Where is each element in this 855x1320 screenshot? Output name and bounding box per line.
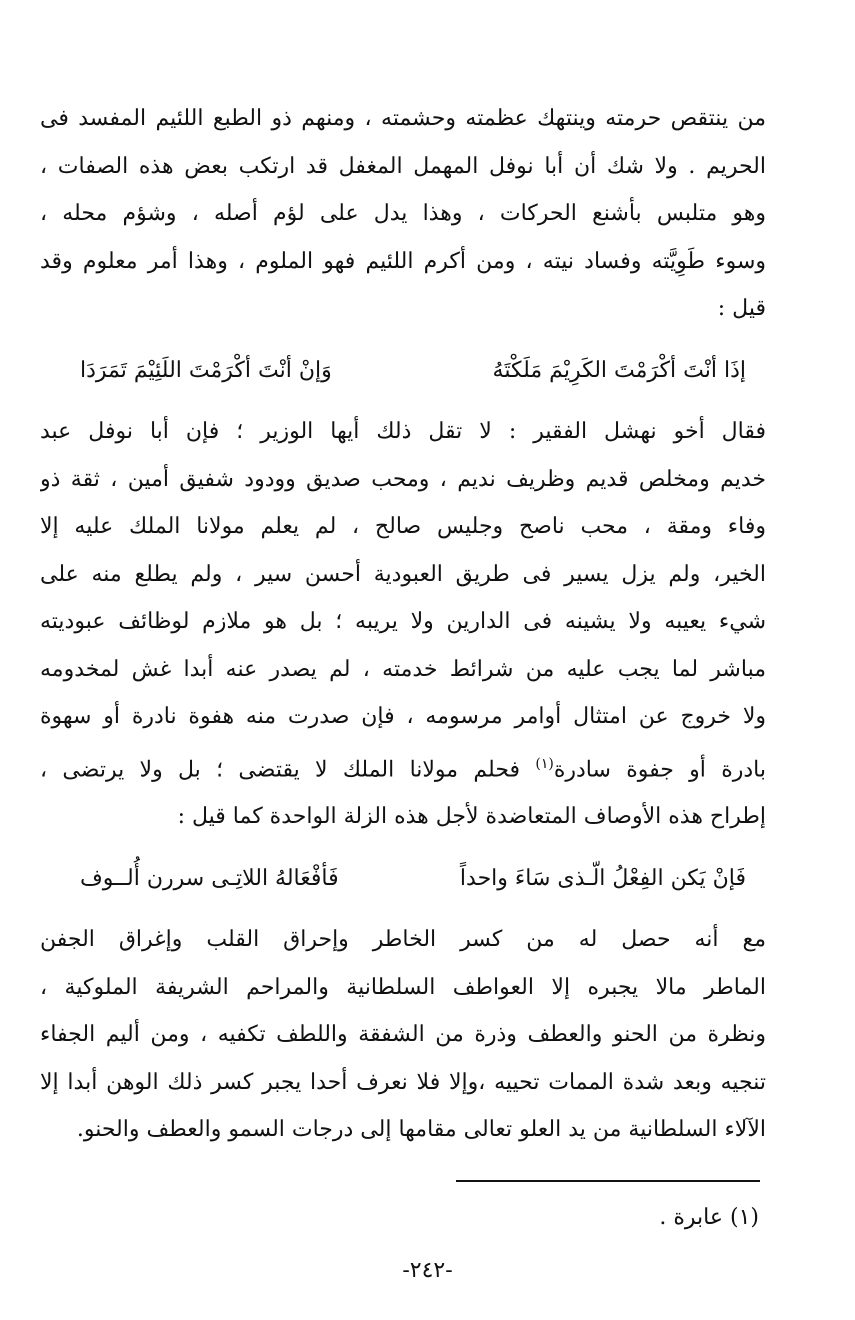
text-line: مباشر لما يجب عليه من شرائط خدمته ، لم يصدر عنه أبدا غش لمخدومه — [40, 656, 766, 682]
footnote: (١) عابرة . — [659, 1205, 759, 1230]
verse-2 — [80, 855, 746, 903]
text-line: وهو متلبس بأشنع الحركات ، وهذا يدل على لؤم أصله ، وشؤم محله ، — [40, 201, 766, 226]
text-line: الخير، ولم يزل يسير فى طريق العبودية أحسن سير ، ولم يطلع منه على — [40, 561, 766, 587]
page-body — [40, 95, 766, 1154]
text-line: شيء يعيبه ولا يشينه فى الدارين ولا يريبه ؛ بل هو ملازم لوظائف عبوديته — [40, 609, 766, 634]
text-line: الآلاء السلطانية من يد العلو تعالى مقامها إلى درجات السمو والعطف والحنو. — [76, 1117, 766, 1143]
text-line: الحريم . ولا شك أن أبا نوفل المهمل المغفل قد ارتكب بعض هذه الصفات ، — [40, 153, 766, 179]
text-line: وسوء طَوِيَّته وفساد نيته ، ومن أكرم اللئيم فهو الملوم ، وهذا أمر معلوم وقد — [40, 248, 766, 274]
footnote-divider — [456, 1180, 760, 1182]
text-line: فقال أخو نهشل الفقير : لا تقل ذلك أيها الوزير ؛ فإن أبا نوفل عبد — [40, 419, 766, 444]
text-line: من ينتقص حرمته وينتهك عظمته وحشمته ، ومنهم ذو الطبع اللئيم المفسد فى — [40, 106, 766, 131]
page-number: -٢٤٢- — [402, 1258, 453, 1283]
text-line-with-footnote — [40, 741, 766, 794]
paragraph-1 — [40, 95, 766, 333]
text-line: الماطر مالا يجبره إلا العواطف السلطانية والمراحم الشريفة الملوكية ، — [40, 974, 766, 1000]
text-line: مع أنه حصل له من كسر الخاطر وإحراق القلب وإغراق الجفن — [40, 927, 766, 953]
text-line: إطراح هذه الأوصاف المتعاضدة لأجل هذه الزلة الواحدة كما قيل : — [177, 804, 766, 830]
verse-2-hemistich-2: فَأفْعَالهُ اللاتِـى سررن أُلــوف — [80, 865, 339, 891]
text-line: خديم ومخلص قديم وظريف نديم ، ومحب صديق وودود شفيق أمين ، ثقة ذو — [40, 466, 766, 492]
text-line: ولا خروج عن امتثال أوامر مرسومه ، فإن صدرت منه هفوة نادرة أو سهوة — [40, 704, 766, 729]
footnote-marker: (١) — [535, 755, 554, 772]
text-line: قيل : — [717, 296, 766, 321]
paragraph-3 — [40, 916, 766, 1154]
text-line: تنجيه وبعد شدة الممات تحييه ،وإلا فلا نعرف أحدا يجبر كسر ذلك الوهن أبدا إلا — [40, 1069, 766, 1095]
verse-2-hemistich-1: فَإنْ يَكن الفِعْلُ الّـذى سَاءَ واحداً — [459, 865, 746, 891]
text-line: وفاء ومقة ، محب ناصح وجليس صالح ، لم يعلم مولانا الملك عليه إلا — [40, 514, 766, 539]
text-fragment: فحلم مولانا الملك لا يقتضى ؛ بل ولا يرتضى ، — [40, 756, 521, 782]
verse-1-hemistich-2: وَإنْ أنْتَ أكْرَمْتَ اللَئِيْمَ تَمَرَدَا — [80, 357, 332, 383]
paragraph-2 — [40, 408, 766, 841]
verse-1-hemistich-1: إذَا أنْتَ أكْرَمْتَ الكَرِيْمَ مَلَكْتَهُ — [492, 357, 746, 383]
text-line: ونظرة من الحنو والعطف وذرة من الشفقة واللطف تكفيه ، ومن أليم الجفاء — [40, 1022, 766, 1048]
text-fragment: بادرة أو جفوة سادرة — [553, 756, 766, 782]
verse-1 — [80, 347, 746, 395]
